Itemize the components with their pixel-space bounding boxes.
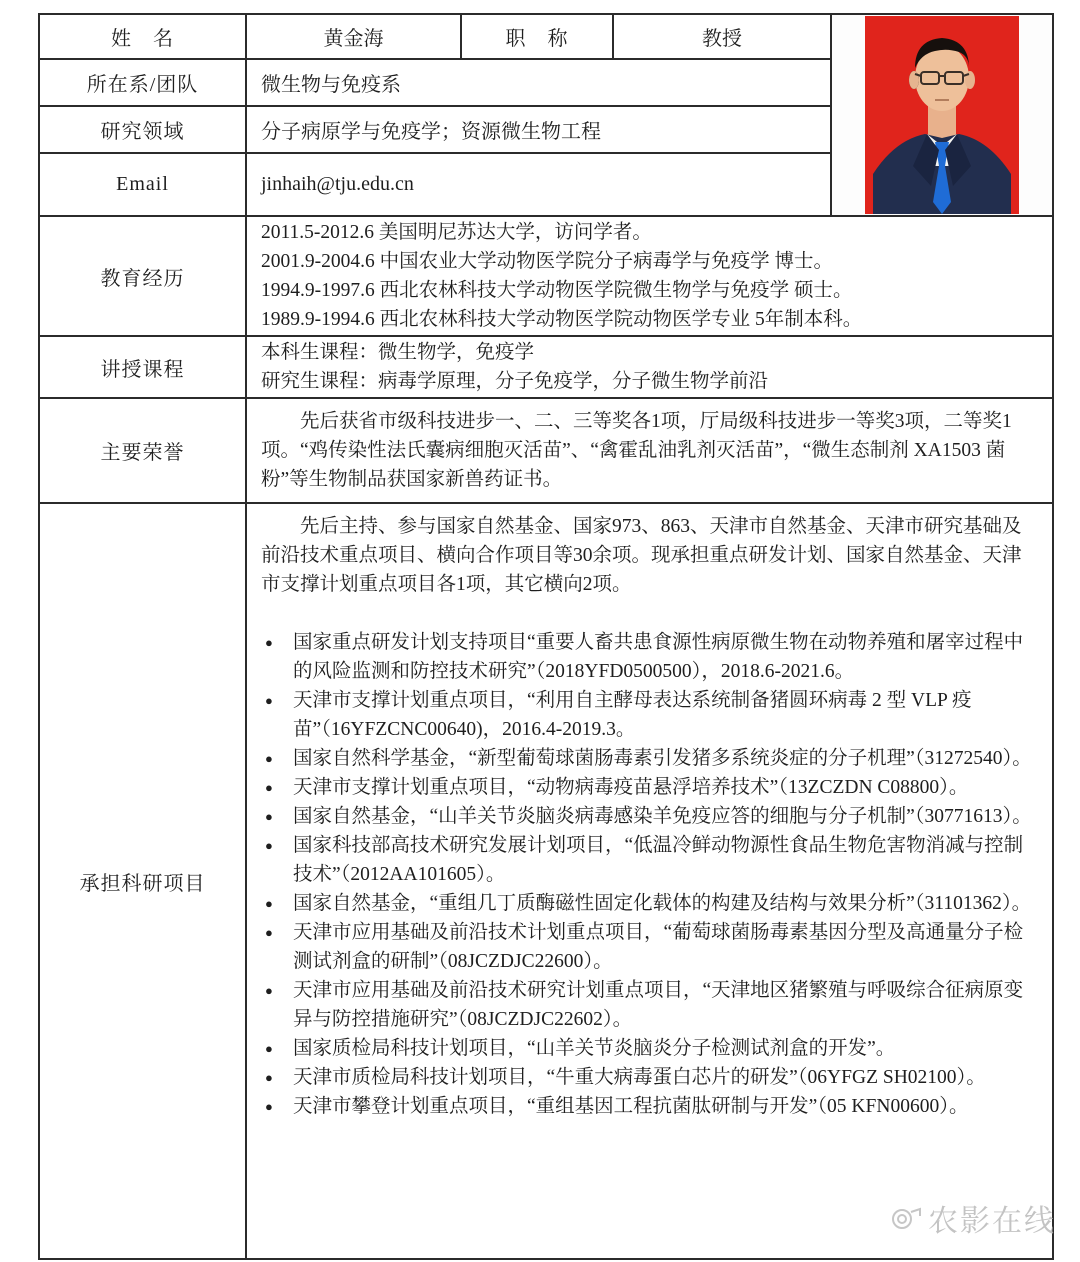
bullet-icon: ● <box>265 1041 273 1056</box>
project-item-text: 国家质检局科技计划项目，“山羊关节炎脑炎分子检测试剂盒的开发”。 <box>293 1038 896 1059</box>
education-line: 1994.9-1997.6 西北农林科技大学动物医学院微生物学与免疫学 硕士。 <box>261 280 853 301</box>
research-field-label: 研究领域 <box>40 107 247 154</box>
project-item-text: 天津市应用基础及前沿技术计划重点项目，“葡萄球菌肠毒素基因分型及高通量分子检测试剂盒的研制”（08JCZDJC22600）。 <box>293 922 1024 972</box>
basic-info-grid <box>38 13 1054 217</box>
projects-list <box>261 628 1038 1121</box>
project-item-text: 天津市支撑计划重点项目，“动物病毒疫苗悬浮培养技术”（13ZCZDN C08800）。 <box>293 777 969 798</box>
project-item-text: 国家自然基金，“重组几丁质酶磁性固定化载体的构建及结构与效果分析”（31101362）。 <box>293 893 1032 914</box>
honors-content <box>247 399 1052 504</box>
project-item-text: 国家自然基金，“山羊关节炎脑炎病毒感染羊免疫应答的细胞与分子机制”（30771613）。 <box>293 806 1032 827</box>
detail-grid <box>38 217 1054 1260</box>
bullet-icon: ● <box>265 780 273 795</box>
education-line: 2011.5-2012.6 美国明尼苏达大学，访问学者。 <box>261 222 652 243</box>
project-item-text: 天津市支撑计划重点项目，“利用自主酵母表达系统制备猪圆环病毒 2 型 VLP 疫苗”（16YFZCNC00640)，2016.4-2019.3。 <box>293 690 972 740</box>
projects-label: 承担科研项目 <box>40 504 247 1258</box>
bullet-icon: ● <box>265 809 273 824</box>
projects-intro: 先后主持、参与国家自然基金、国家973、863、天津市自然基金、天津市研究基础及前沿技术重点项目、横向合作项目等30余项。现承担重点研发计划、国家自然基金、天津市支撑计划重点项目各1项，其它横向2项。 <box>261 516 1022 595</box>
education-content <box>247 217 1052 337</box>
project-item <box>261 918 1038 976</box>
courses-content <box>247 337 1052 399</box>
email-label: Email <box>40 154 247 215</box>
project-item-text: 天津市攀登计划重点项目，“重组基因工程抗菌肽研制与开发”（05 KFN00600）。 <box>293 1096 969 1117</box>
bullet-icon: ● <box>265 925 273 940</box>
project-item <box>261 773 1038 802</box>
project-item-text: 天津市应用基础及前沿技术研究计划重点项目，“天津地区猪繁殖与呼吸综合征病原变异与防控措施研究”（08JCZDJC22602）。 <box>293 980 1024 1030</box>
profile-table <box>38 13 1054 1260</box>
project-item-text: 国家自然科学基金，“新型葡萄球菌肠毒素引发猪多系统炎症的分子机理”（31272540）。 <box>293 748 1032 769</box>
project-item <box>261 976 1038 1034</box>
name-label: 姓 名 <box>40 15 247 60</box>
honors-label: 主要荣誉 <box>40 399 247 504</box>
portrait-photo-graphic <box>865 16 1019 214</box>
projects-content <box>247 504 1052 1258</box>
department-value: 微生物与免疫系 <box>247 60 832 107</box>
project-item <box>261 831 1038 889</box>
bullet-icon: ● <box>265 635 273 650</box>
project-item <box>261 628 1038 686</box>
project-item-text: 国家重点研发计划支持项目“重要人畜共患食源性病原微生物在动物养殖和屠宰过程中的风险监测和防控技术研究”（2018YFD0500500），2018.6-2021.6。 <box>293 632 1024 682</box>
project-item <box>261 744 1038 773</box>
bullet-icon: ● <box>265 1099 273 1114</box>
education-label: 教育经历 <box>40 217 247 337</box>
project-item <box>261 1092 1038 1121</box>
email-value[interactable]: jinhaih@tju.edu.cn <box>247 154 832 215</box>
project-item-text: 天津市质检局科技计划项目，“牛重大病毒蛋白芯片的研发”（06YFGZ SH02100）。 <box>293 1067 986 1088</box>
profile-photo <box>832 15 1052 215</box>
honors-text: 先后获省市级科技进步一、二、三等奖各1项，厅局级科技进步一等奖3项，二等奖1项。“鸡传染性法氏囊病细胞灭活苗”、“禽霍乱油乳剂灭活苗”，“微生态制剂 XA1503 菌粉”等生物制品获国家新兽药证书。 <box>261 411 1012 490</box>
education-line: 1989.9-1994.6 西北农林科技大学动物医学院动物医学专业 5年制本科。 <box>261 309 863 330</box>
project-item <box>261 802 1038 831</box>
project-item <box>261 1034 1038 1063</box>
department-label: 所在系/团队 <box>40 60 247 107</box>
name-value: 黄金海 <box>247 15 462 60</box>
title-label: 职 称 <box>462 15 614 60</box>
project-item-text: 国家科技部高技术研究发展计划项目，“低温冷鲜动物源性食品生物危害物消减与控制技术”（2012AA101605）。 <box>293 835 1024 885</box>
course-line: 本科生课程：微生物学，免疫学 <box>261 342 535 363</box>
project-item <box>261 1063 1038 1092</box>
bullet-icon: ● <box>265 693 273 708</box>
bullet-icon: ● <box>265 751 273 766</box>
watermark-text: 农影在线 <box>928 1205 1056 1238</box>
project-item <box>261 686 1038 744</box>
project-item <box>261 889 1038 918</box>
course-line: 研究生课程：病毒学原理，分子免疫学，分子微生物学前沿 <box>261 371 769 392</box>
courses-label: 讲授课程 <box>40 337 247 399</box>
title-value: 教授 <box>614 15 832 60</box>
research-field-value: 分子病原学与免疫学；资源微生物工程 <box>247 107 832 154</box>
education-line: 2001.9-2004.6 中国农业大学动物医学院分子病毒学与免疫学 博士。 <box>261 251 833 272</box>
bullet-icon: ● <box>265 896 273 911</box>
bullet-icon: ● <box>265 983 273 998</box>
bullet-icon: ● <box>265 1070 273 1085</box>
bullet-icon: ● <box>265 838 273 853</box>
